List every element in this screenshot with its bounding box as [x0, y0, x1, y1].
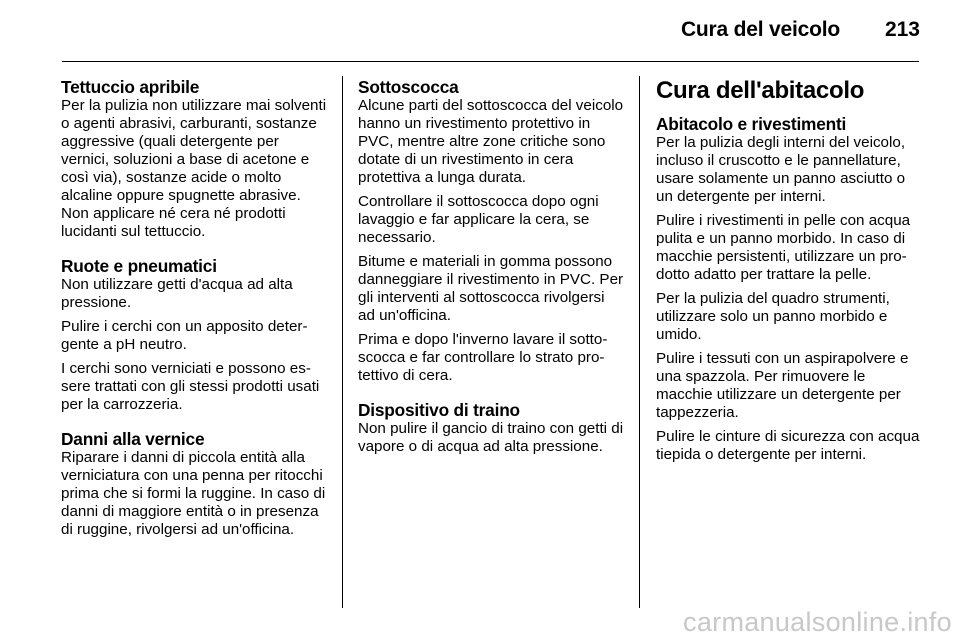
paragraph: Controllare il sottoscocca dopo ogni lavaggio e far applicare la cera, se necessario. [358, 193, 599, 246]
section-abitacolo-e-rivestimenti [656, 115, 922, 464]
paragraph: Pulire i rivestimenti in pelle con acqua pulita e un panno morbido. In caso di macchie persistenti, utilizzare un prodotto adatto per trattare la pelle. [656, 212, 911, 283]
column-2 [358, 78, 624, 472]
page-header [0, 0, 960, 62]
paragraph: Bitume e materiali in gomma possono danneggiare il rivestimento in PVC. Per gli interventi al sottoscocca rivolgersi ad un'officina. [358, 253, 624, 324]
paragraph: Pulire le cinture di sicurezza con acqua tiepida o detergente per interni. [656, 428, 920, 463]
section-heading: Abitacolo e rivestimenti [656, 114, 847, 134]
page-number: 213 [884, 18, 920, 41]
paragraph: Pulire i tessuti con un aspirapolvere e una spazzola. Per rimuovere le macchie utilizzare un detergente per tappezzeria. [656, 350, 909, 421]
column-3 [656, 78, 922, 480]
paragraph: Prima e dopo l'inverno lavare il sottoscocca e far controllare lo strato protettivo di cera. [358, 331, 608, 384]
chapter-title: Cura del veicolo [680, 18, 840, 41]
column-1 [61, 78, 327, 555]
section-heading: Dispositivo di traino [358, 400, 520, 420]
section-tettuccio-apribile [61, 78, 327, 241]
section-sottoscocca [358, 78, 624, 385]
paragraph: Per la pulizia degli interni del veicolo, incluso il cruscotto e le pannellature, usare solamente un panno asciutto o un detergente per interni. [656, 134, 906, 205]
section-heading: Tettuccio apribile [61, 77, 200, 97]
paragraph: Riparare i danni di piccola entità alla verniciatura con una penna per ritocchi prima che si formi la ruggine. In caso di danni di maggiore entità o in presenza di ruggine, rivolgersi ad un'officina. [61, 449, 326, 538]
section-ruote-e-pneumatici [61, 257, 327, 414]
paragraph: Alcune parti del sottoscocca del veicolo hanno un rivestimento protettivo in PVC, mentre altre zone critiche sono dotate di un rivestimento in cera protettiva a lunga durata. [358, 97, 624, 186]
watermark-text: carmanualsonline.info [683, 607, 952, 637]
header-divider [62, 61, 919, 62]
section-heading: Sottoscocca [358, 77, 459, 97]
paragraph: Per la pulizia non utilizzare mai solventi o agenti abrasivi, carburanti, sostanze aggressive (quali detergente per vernici, soluzioni a base di acetone e così via), sostanze acide o molto alcaline oppure spugnette abrasive. Non applicare né cera né prodotti lucidanti sul tettuccio. [61, 97, 327, 240]
section-dispositivo-di-traino [358, 401, 624, 456]
paragraph: I cerchi sono verniciati e possono essere trattati con gli stessi prodotti usati per la carrozzeria. [61, 360, 320, 413]
chapter-section-title: Cura dell'abitacolo [656, 77, 865, 104]
section-heading: Danni alla vernice [61, 429, 205, 449]
column-divider-1 [342, 76, 343, 608]
section-heading: Ruote e pneumatici [61, 256, 217, 276]
paragraph: Non utilizzare getti d'acqua ad alta pressione. [61, 276, 293, 311]
paragraph: Pulire i cerchi con un apposito detergente a pH neutro. [61, 318, 308, 353]
paragraph: Per la pulizia del quadro strumenti, utilizzare solo un panno morbido e umido. [656, 290, 890, 343]
column-divider-2 [639, 76, 640, 608]
section-danni-alla-vernice [61, 430, 327, 539]
paragraph: Non pulire il gancio di traino con getti di vapore o di acqua ad alta pressione. [358, 420, 624, 455]
